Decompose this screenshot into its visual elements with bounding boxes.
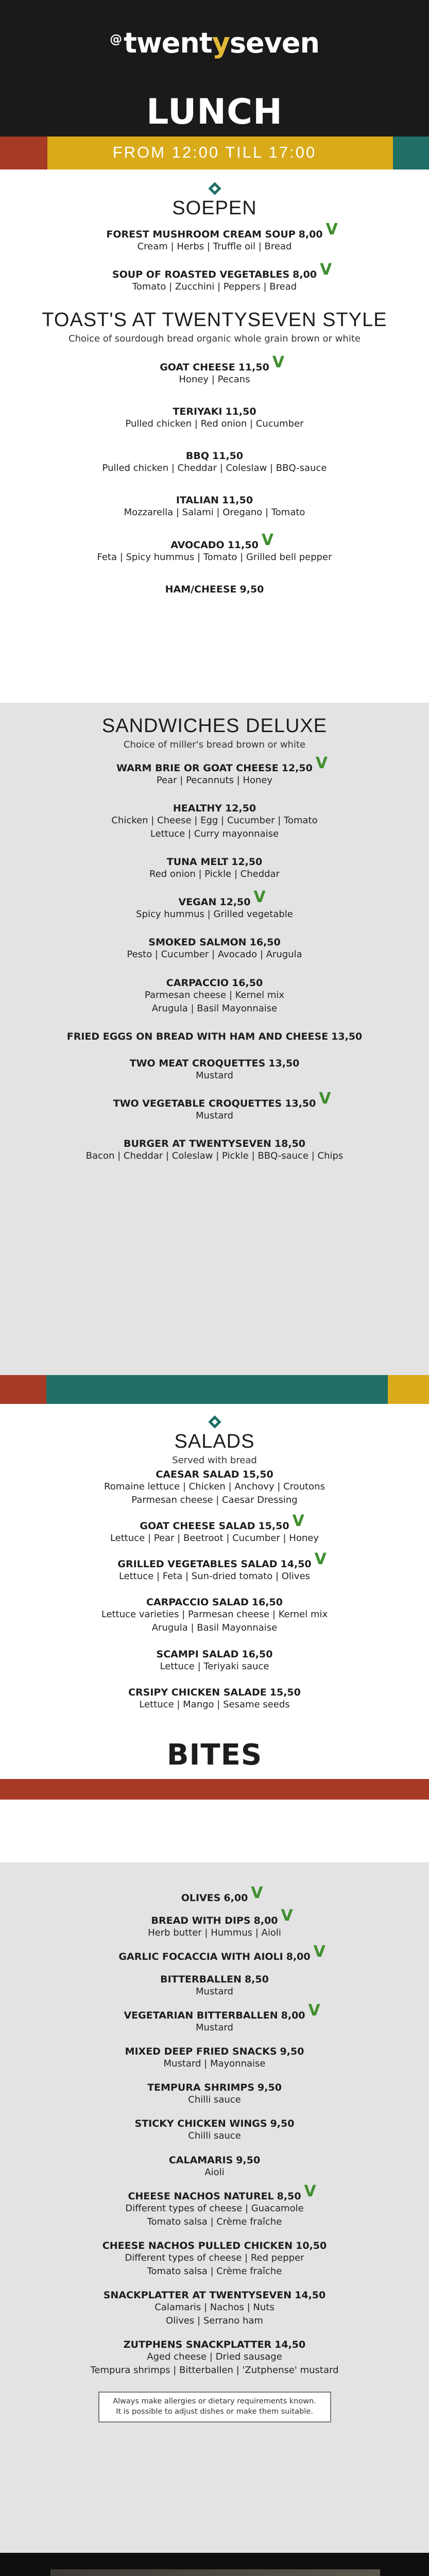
menu-item bbox=[0, 1907, 429, 1940]
item-price: 10,50 bbox=[296, 2240, 327, 2251]
allergy-note bbox=[98, 2392, 331, 2422]
item-title: WARM BRIE OR GOAT CHEESE bbox=[116, 762, 279, 774]
menu-item bbox=[0, 1512, 429, 1545]
item-price: 16,50 bbox=[251, 1597, 283, 1608]
section-subtitle-toasts: Choice of sourdough bread organic whole grain brown or white bbox=[68, 333, 361, 345]
item-price: 16,50 bbox=[242, 1648, 273, 1660]
vegetarian-icon: V bbox=[320, 261, 332, 279]
menu-item-description: Tomato salsa | Crème fraîche bbox=[147, 2265, 282, 2277]
menu-item-name bbox=[135, 2118, 295, 2129]
item-price: 8,00 bbox=[281, 2010, 305, 2022]
item-title: AVOCADO bbox=[170, 539, 225, 551]
item-title: BREAD WITH DIPS bbox=[151, 1915, 251, 1926]
menu-item bbox=[0, 754, 429, 787]
menu-item-description: Aioli bbox=[204, 2166, 225, 2178]
menu-item-name bbox=[160, 353, 285, 374]
menu-item-description: Mustard | Mayonnaise bbox=[163, 2058, 266, 2070]
menu-item-description: Aged cheese | Dried sausage bbox=[147, 2351, 282, 2363]
menu-item-description: Romaine lettuce | Chicken | Anchovy | Croutons bbox=[104, 1481, 325, 1492]
item-title: SMOKED SALMON bbox=[148, 937, 247, 948]
item-title: SCAMPI SALAD bbox=[156, 1648, 239, 1660]
section-subtitle-salads: Served with bread bbox=[172, 1455, 257, 1466]
restaurant-photo bbox=[50, 2569, 380, 2576]
item-price: 12,50 bbox=[231, 856, 263, 868]
menu-item bbox=[0, 1597, 429, 1635]
item-title: SOUP OF ROASTED VEGETABLES bbox=[112, 269, 290, 281]
menu-item bbox=[0, 584, 429, 595]
item-title: CAESAR SALAD bbox=[156, 1469, 239, 1480]
item-price: 9,50 bbox=[236, 2154, 261, 2166]
menu-item-description: Calamaris | Nachos | Nuts bbox=[155, 2302, 274, 2313]
menu-item bbox=[0, 531, 429, 564]
menu-item-name bbox=[124, 2339, 305, 2350]
allergy-note-line: It is possible to adjust dishes or make them suitable. bbox=[116, 2407, 313, 2416]
section-title-bites: BITES bbox=[166, 1738, 263, 1772]
menu-item bbox=[0, 1469, 429, 1507]
item-price: 11,50 bbox=[221, 495, 253, 506]
item-price: 9,50 bbox=[280, 2046, 304, 2058]
menu-item-name bbox=[112, 261, 332, 281]
menu-item-name bbox=[169, 2155, 260, 2166]
menu-item-name bbox=[118, 1943, 325, 1963]
menu-item-description: Lettuce | Feta | Sun-dried tomato | Olives bbox=[118, 1571, 311, 1582]
item-title: GARLIC FOCACCIA WITH AIOLI bbox=[118, 1951, 283, 1963]
menu-item bbox=[0, 450, 429, 475]
item-price: 11,50 bbox=[212, 450, 244, 462]
item-price: 14,50 bbox=[295, 2290, 326, 2301]
vegetarian-icon: V bbox=[319, 1089, 331, 1108]
item-title: TWO MEAT CROQUETTES bbox=[129, 1057, 266, 1069]
menu-item bbox=[0, 1687, 429, 1711]
menu-item-name bbox=[181, 1884, 263, 1904]
menu-item-description: Pesto | Cucumber | Avocado | Arugula bbox=[127, 949, 302, 960]
menu-item bbox=[0, 2290, 429, 2328]
soepen-list bbox=[0, 221, 429, 294]
menu-item bbox=[0, 1031, 429, 1042]
menu-item-name bbox=[170, 531, 274, 551]
item-price: 11,50 bbox=[227, 539, 259, 551]
vegetarian-icon: V bbox=[261, 531, 274, 549]
menu-item bbox=[0, 1138, 429, 1163]
menu-item-description: Tempura shrimps | Bitterballen | 'Zutphense' mustard bbox=[90, 2365, 339, 2376]
section-title-soepen: SOEPEN bbox=[172, 197, 257, 219]
sandwich-list bbox=[0, 754, 429, 1163]
menu-item bbox=[0, 977, 429, 1015]
menu-item-name bbox=[157, 1649, 273, 1660]
brand-at: @ bbox=[110, 32, 122, 46]
menu-item-description: Feta | Spicy hummus | Tomato | Grilled bell pepper bbox=[97, 551, 332, 563]
item-price: 8,00 bbox=[298, 229, 323, 240]
vegetarian-icon: V bbox=[272, 353, 285, 372]
item-title: CARPACCIO SALAD bbox=[146, 1597, 249, 1608]
menu-item-name bbox=[173, 406, 256, 417]
menu-item-name bbox=[130, 1058, 300, 1069]
menu-item-name bbox=[140, 1512, 304, 1532]
vegetarian-icon: V bbox=[251, 1884, 263, 1902]
item-price: 8,50 bbox=[244, 1974, 269, 1986]
section-subtitle-sandwiches: Choice of miller's bread brown or white bbox=[123, 739, 306, 750]
item-price: 11,50 bbox=[225, 406, 256, 418]
menu-item-name bbox=[151, 1907, 293, 1926]
item-price: 11,50 bbox=[238, 362, 269, 374]
strip-left-accent bbox=[0, 1375, 46, 1404]
salad-list bbox=[0, 1469, 429, 1711]
item-title: TERIYAKI bbox=[173, 406, 222, 418]
menu-item bbox=[0, 856, 429, 881]
menu-item-name bbox=[124, 2002, 320, 2022]
item-price: 12,50 bbox=[281, 762, 313, 774]
menu-item-description: Pulled chicken | Red onion | Cucumber bbox=[125, 418, 304, 430]
menu-item-description: Pear | Pecannuts | Honey bbox=[156, 775, 273, 786]
strip-right-accent bbox=[388, 1375, 429, 1404]
item-price: 9,50 bbox=[239, 583, 264, 595]
item-title: ITALIAN bbox=[176, 495, 219, 506]
menu-item-name bbox=[156, 1469, 273, 1480]
menu-item-description: Different types of cheese | Red pepper bbox=[125, 2252, 304, 2263]
menu-item-description: Spicy hummus | Grilled vegetable bbox=[136, 909, 293, 920]
menu-header bbox=[0, 0, 429, 137]
menu-item bbox=[0, 2182, 429, 2229]
menu-item-description: Pulled chicken | Cheddar | Coleslaw | BBQ-sauce bbox=[102, 463, 327, 474]
item-price: 9,50 bbox=[258, 2082, 282, 2094]
section-bites bbox=[0, 1862, 429, 2553]
menu-item-name bbox=[173, 803, 256, 814]
menu-item bbox=[0, 803, 429, 841]
menu-item-name bbox=[106, 221, 338, 240]
item-title: ZUTPHENS SNACKPLATTER bbox=[123, 2339, 272, 2351]
item-price: 15,50 bbox=[242, 1469, 273, 1480]
menu-item bbox=[0, 2240, 429, 2278]
item-price: 13,50 bbox=[285, 1097, 316, 1109]
menu-item-description: Lettuce | Curry mayonnaise bbox=[150, 828, 279, 840]
menu-item-description: Chilli sauce bbox=[188, 2094, 241, 2106]
item-price: 8,00 bbox=[253, 1915, 278, 1926]
menu-item-name bbox=[176, 495, 253, 506]
item-title: BITTERBALLEN bbox=[160, 1974, 242, 1986]
item-price: 8,00 bbox=[293, 269, 317, 281]
vegetarian-icon: V bbox=[313, 1943, 325, 1961]
item-price: 6,00 bbox=[224, 1892, 248, 1904]
menu-item bbox=[0, 1974, 429, 1998]
item-price: 8,50 bbox=[277, 2190, 301, 2202]
band-right-accent bbox=[393, 137, 429, 170]
menu-item-name bbox=[186, 450, 243, 462]
page-title: LUNCH bbox=[146, 92, 283, 132]
menu-item bbox=[0, 1058, 429, 1082]
menu-item-description: Mustard bbox=[196, 2022, 233, 2033]
menu-item-name bbox=[146, 1597, 283, 1608]
item-title: CRSIPY CHICKEN SALADE bbox=[128, 1686, 267, 1698]
brand-logo bbox=[0, 27, 429, 59]
menu-item-description: Olives | Serrano ham bbox=[166, 2315, 263, 2327]
menu-item-name bbox=[116, 754, 328, 774]
menu-item-description: Different types of cheese | Guacamole bbox=[125, 2202, 304, 2214]
menu-item-name bbox=[113, 1089, 331, 1109]
item-title: VEGETARIAN BITTERBALLEN bbox=[124, 2010, 278, 2022]
section-soups-toasts bbox=[0, 170, 429, 703]
vegetarian-icon: V bbox=[292, 1512, 304, 1531]
vegetarian-icon: V bbox=[314, 1550, 327, 1569]
menu-item-description: Arugula | Basil Mayonnaise bbox=[151, 1003, 278, 1014]
menu-item-description: Lettuce | Mango | Sesame seeds bbox=[139, 1699, 290, 1710]
section-title-toasts: TOAST'S AT TWENTYSEVEN STYLE bbox=[42, 309, 387, 331]
menu-item bbox=[0, 353, 429, 386]
item-title: GRILLED VEGETABLES SALAD bbox=[117, 1558, 278, 1570]
menu-item bbox=[0, 2046, 429, 2071]
menu-item-name bbox=[124, 1138, 305, 1149]
item-price: 14,50 bbox=[280, 1558, 312, 1570]
item-title: CHEESE NACHOS PULLED CHICKEN bbox=[102, 2240, 293, 2251]
item-price: 12,50 bbox=[225, 803, 256, 815]
item-title: VEGAN bbox=[178, 896, 217, 908]
menu-item-description: Herb butter | Hummus | Aioli bbox=[148, 1927, 281, 1938]
menu-item-description: Red onion | Pickle | Cheddar bbox=[149, 869, 280, 880]
section-title-salads: SALADS bbox=[174, 1431, 255, 1452]
menu-item-description: Mozzarella | Salami | Oregano | Tomato bbox=[124, 507, 305, 518]
menu-item bbox=[0, 2118, 429, 2143]
item-price: 13,50 bbox=[331, 1030, 363, 1042]
item-price: 16,50 bbox=[249, 937, 281, 948]
menu-item bbox=[0, 2002, 429, 2035]
vegetarian-icon: V bbox=[325, 221, 338, 239]
item-price: 14,50 bbox=[274, 2339, 306, 2351]
menu-item-name bbox=[125, 2046, 304, 2057]
item-price: 8,00 bbox=[286, 1951, 311, 1963]
diamond-icon bbox=[208, 1415, 221, 1428]
menu-item-name bbox=[166, 977, 263, 989]
item-title: TUNA MELT bbox=[166, 856, 229, 868]
vegetarian-icon: V bbox=[304, 2182, 316, 2200]
menu-item-name bbox=[167, 856, 263, 868]
menu-item-description: Tomato | Zucchini | Peppers | Bread bbox=[132, 281, 297, 293]
item-price: 15,50 bbox=[269, 1686, 301, 1698]
footer-visual bbox=[0, 2553, 429, 2576]
menu-item bbox=[0, 937, 429, 961]
section-title-sandwiches: SANDWICHES DELUXE bbox=[101, 715, 328, 737]
menu-item-description: Mustard bbox=[196, 1986, 233, 1997]
menu-item-name bbox=[117, 1550, 327, 1570]
menu-item-description: Tomato salsa | Crème fraîche bbox=[147, 2216, 282, 2227]
menu-item-name bbox=[128, 1687, 301, 1698]
menu-item-description: Parmesan cheese | Kernel mix bbox=[144, 989, 285, 1001]
item-price: 15,50 bbox=[258, 1520, 289, 1532]
section-sandwiches bbox=[0, 703, 429, 1375]
menu-item-description: Mustard bbox=[196, 1070, 233, 1081]
item-title: CARPACCIO bbox=[166, 977, 229, 989]
menu-item-name bbox=[178, 888, 266, 908]
menu-item-name bbox=[160, 1974, 269, 1985]
menu-item-description: Chilli sauce bbox=[188, 2130, 241, 2142]
item-title: STICKY CHICKEN WINGS bbox=[134, 2118, 267, 2130]
menu-item bbox=[0, 1884, 429, 1904]
item-title: HAM/CHEESE bbox=[165, 583, 237, 595]
menu-item bbox=[0, 261, 429, 294]
menu-item-description: Chicken | Cheese | Egg | Cucumber | Tomato bbox=[111, 815, 318, 826]
item-title: GOAT CHEESE SALAD bbox=[140, 1520, 255, 1532]
diamond-icon bbox=[208, 182, 221, 195]
menu-item-name bbox=[104, 2290, 325, 2301]
brand-pre: twent bbox=[124, 27, 212, 59]
menu-item bbox=[0, 1089, 429, 1123]
menu-item-description: Parmesan cheese | Caesar Dressing bbox=[131, 1495, 298, 1506]
item-title: BURGER AT TWENTYSEVEN bbox=[123, 1138, 271, 1149]
item-title: CALAMARIS bbox=[168, 2154, 233, 2166]
menu-item-description: Honey | Pecans bbox=[179, 374, 250, 385]
menu-item bbox=[0, 1943, 429, 1963]
vegetarian-icon: V bbox=[315, 754, 328, 772]
menu-item-description: Lettuce | Teriyaki sauce bbox=[160, 1660, 269, 1672]
item-title: MIXED DEEP FRIED SNACKS bbox=[125, 2046, 277, 2058]
menu-item bbox=[0, 2082, 429, 2107]
menu-item-description: Lettuce | Pear | Beetroot | Cucumber | Honey bbox=[110, 1533, 319, 1544]
item-title: BBQ bbox=[185, 450, 209, 462]
divider-strip bbox=[0, 1375, 429, 1404]
brand-post: seven bbox=[229, 27, 319, 59]
item-title: TWO VEGETABLE CROQUETTES bbox=[113, 1097, 282, 1109]
menu-item bbox=[0, 1550, 429, 1583]
hours-text: FROM 12:00 TILL 17:00 bbox=[112, 143, 317, 161]
menu-item-description: Bacon | Cheddar | Coleslaw | Pickle | BBQ-sauce | Chips bbox=[85, 1150, 344, 1161]
section-salads bbox=[0, 1404, 429, 1862]
item-title: OLIVES bbox=[181, 1892, 221, 1904]
menu-item-name bbox=[147, 2082, 282, 2093]
menu-item-description: Cream | Herbs | Truffle oil | Bread bbox=[137, 241, 292, 252]
item-title: FOREST MUSHROOM CREAM SOUP bbox=[106, 229, 296, 240]
menu-item-name bbox=[102, 2240, 327, 2251]
toast-list bbox=[0, 353, 429, 595]
vegetarian-icon: V bbox=[253, 888, 266, 907]
menu-item bbox=[0, 888, 429, 921]
item-price: 18,50 bbox=[274, 1138, 306, 1149]
menu-item-name bbox=[165, 584, 264, 595]
menu-item-name bbox=[67, 1031, 363, 1042]
menu-item bbox=[0, 2339, 429, 2377]
menu-item bbox=[0, 2155, 429, 2179]
brand-y: y bbox=[212, 27, 230, 59]
vegetarian-icon: V bbox=[308, 2002, 320, 2020]
menu-item-name bbox=[148, 937, 280, 948]
item-title: HEALTHY bbox=[173, 803, 222, 815]
item-title: SNACKPLATTER AT TWENTYSEVEN bbox=[103, 2290, 292, 2301]
menu-item-description: Lettuce varieties | Parmesan cheese | Kernel mix bbox=[101, 1609, 328, 1620]
menu-item bbox=[0, 1649, 429, 1673]
item-title: GOAT CHEESE bbox=[160, 362, 235, 374]
item-price: 12,50 bbox=[219, 896, 251, 908]
menu-item bbox=[0, 406, 429, 431]
item-title: CHEESE NACHOS NATUREL bbox=[128, 2190, 274, 2202]
item-title: TEMPURA SHRIMPS bbox=[147, 2082, 255, 2094]
bites-divider-bar bbox=[0, 1779, 429, 1800]
menu-item-description: Arugula | Basil Mayonnaise bbox=[151, 1622, 278, 1634]
menu-item-name bbox=[128, 2182, 316, 2202]
hours-band bbox=[0, 137, 429, 170]
menu-item bbox=[0, 495, 429, 519]
item-price: 13,50 bbox=[268, 1057, 300, 1069]
vegetarian-icon: V bbox=[281, 1907, 293, 1925]
allergy-note-line: Always make allergies or dietary requirements known. bbox=[113, 2397, 316, 2406]
item-price: 9,50 bbox=[270, 2118, 295, 2130]
bites-list bbox=[0, 1884, 429, 2377]
item-title: FRIED EGGS ON BREAD WITH HAM AND CHEESE bbox=[66, 1030, 329, 1042]
item-price: 16,50 bbox=[232, 977, 263, 989]
menu-item bbox=[0, 221, 429, 253]
menu-item-description: Mustard bbox=[196, 1110, 233, 1121]
